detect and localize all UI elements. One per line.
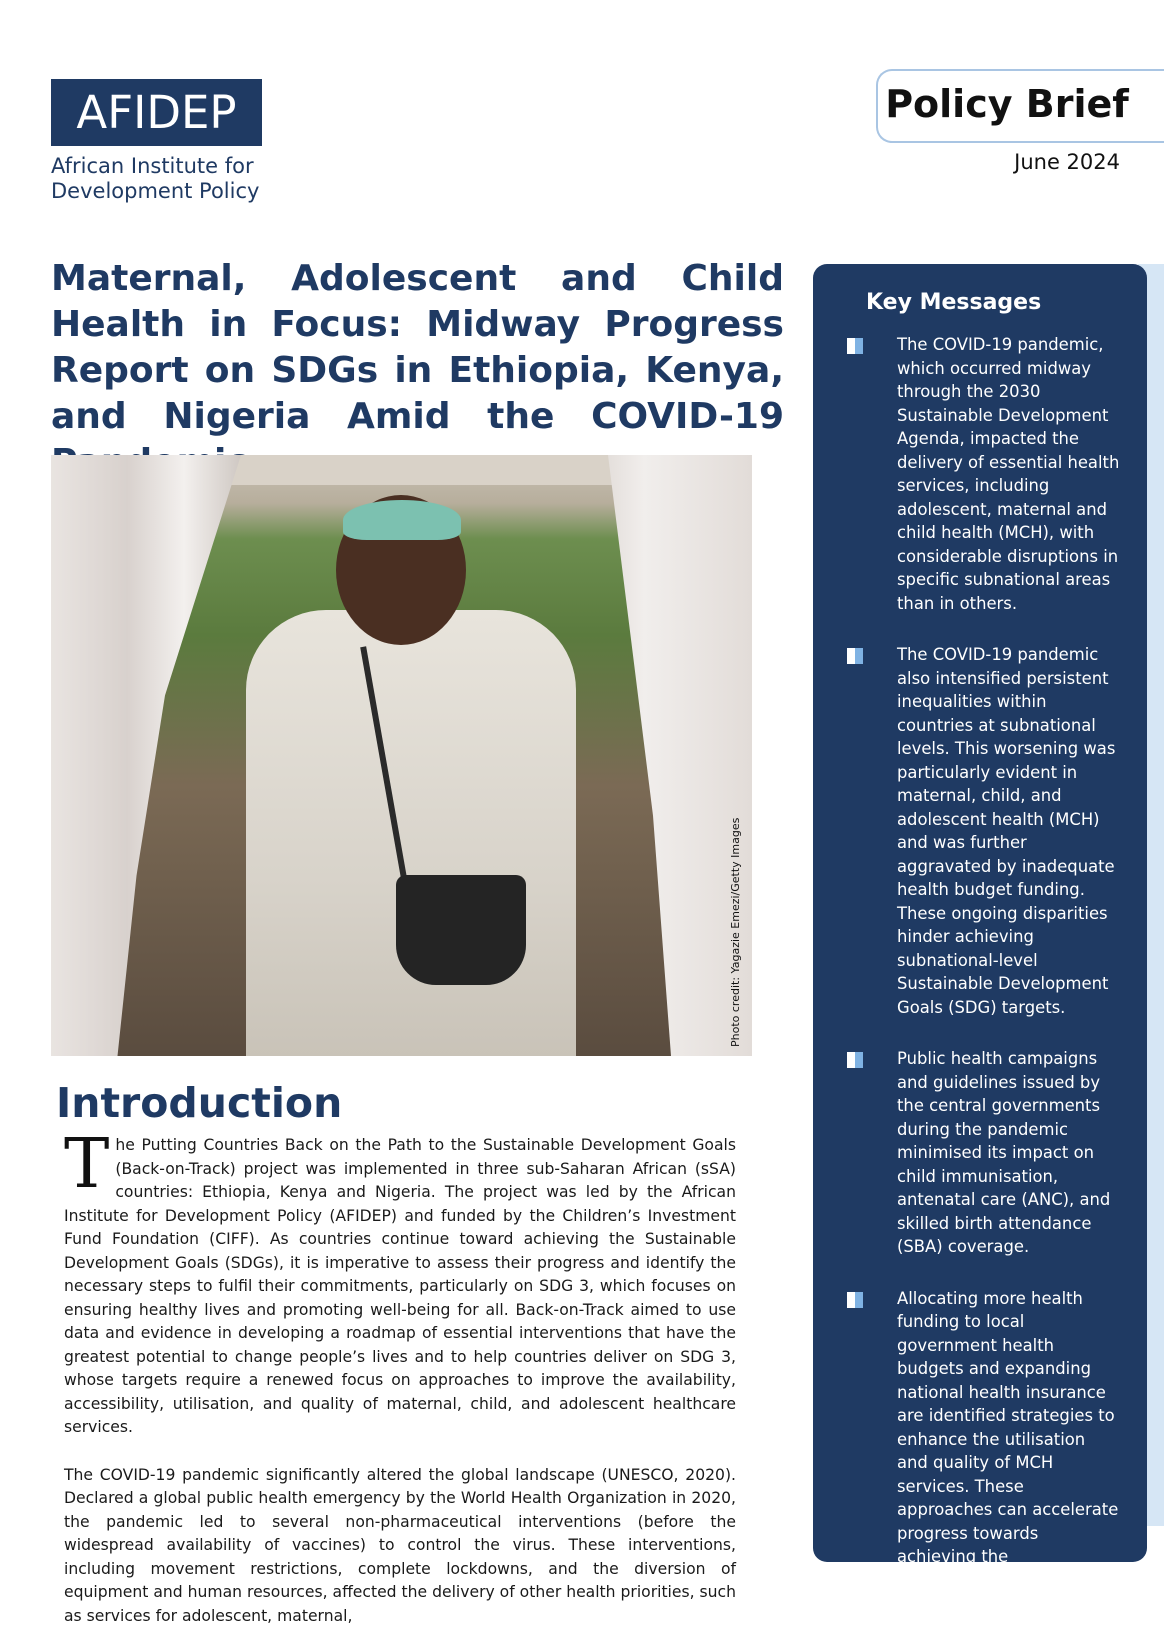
intro-paragraph-1-text: he Putting Countries Back on the Path to the Sustainable Development Goals (Back-on-Track) project was implemented in three sub-Saharan African (sSA) countries: Ethiopia, Kenya and Nigeria. The project was led by the African Institute for Development Policy (AFIDEP) and funded by the Children’s Investment Fund Foundation (CIFF). As countries continue toward achieving the Sustainable Development Goals (SDGs), it is imperative to assess their progress and identify the necessary steps to fulfil their commitments, particularly on SDG 3, which focuses on ensuring healthy lives and promoting well-being for all. Back-on-Track aimed to use data and evidence in developing a roadmap of essential interventions that have the greatest potential to change people’s lives and to help countries deliver on SDG 3, whose targets require a renewed focus on approaches to improve the availability, accessibility, utilisation, and quality of maternal, child, and adolescent healthcare services. [64, 1136, 736, 1436]
key-message-4-text: Allocating more health funding to local government health budgets and expanding national health insurance are identified strategies to enhance the utilisation and quality of MCH services. These approaches can accelerate progress towards achieving the corresponding Sustainable Development Goal (SDG) targets. [897, 1288, 1119, 1637]
key-message-4 [813, 1287, 1147, 1640]
key-message-3 [813, 1047, 1147, 1259]
logo-subtitle-line1: African Institute for [51, 154, 254, 178]
introduction-heading: Introduction [56, 1079, 343, 1127]
logo-subtitle [51, 154, 311, 204]
key-message-1 [813, 333, 1147, 615]
page-title: Maternal, Adolescent and Child Health in Focus: Midway Progress Report on SDGs in Ethiopia, Kenya, and Nigeria Amid the COVID-19 [51, 258, 784, 437]
bullet-icon [847, 1292, 863, 1308]
photo-curtain-left [51, 455, 241, 1056]
photo-credit: Photo credit: Yagazie Emezi/Getty Images [729, 817, 742, 1047]
photo-bag [396, 875, 526, 985]
logo-subtitle-line2: Development Policy [51, 179, 260, 203]
key-message-2 [813, 643, 1147, 1019]
photo-headband [343, 500, 461, 540]
publication-date: June 2024 [1014, 150, 1120, 174]
key-messages-panel [813, 264, 1147, 1637]
doc-type-label: Policy Brief [885, 82, 1129, 126]
photo-curtain-right [572, 455, 752, 1056]
introduction-body [64, 1125, 736, 1652]
photo-person-coat [246, 610, 576, 1056]
afidep-logo: AFIDEP [51, 79, 262, 146]
key-message-3-text: Public health campaigns and guidelines issued by the central governments during the pandemic minimised its impact on child immunisation, antenatal care (ANC), and skilled birth attendance (SBA) coverage. [897, 1049, 1111, 1256]
intro-paragraph-1 [64, 1125, 736, 1440]
intro-paragraph-2: The COVID-19 pandemic significantly altered the global landscape (UNESCO, 2020). Declared a global public health emergency by the World Health Organization in 2020, the pandemic led to several non-pharmaceutical interventions (before the widespread availability of vaccines) to control the virus. These interventions, including movement restrictions, complete lockdowns, and the diversion of equipment and human resources, affected the delivery of other health priorities, such as services for adolescent, maternal, [64, 1465, 736, 1625]
cover-photo [51, 455, 752, 1056]
bullet-icon [847, 338, 863, 354]
key-message-1-text: The COVID-19 pandemic, which occurred midway through the 2030 Sustainable Development Agenda, impacted the delivery of essential health services, including adolescent, maternal and child health (MCH), with considerable disruptions in specific subnational areas than in others. [897, 335, 1120, 613]
key-message-2-text: The COVID-19 pandemic also intensified persistent inequalities within countries at subnational levels. This worsening was particularly evident in maternal, child, and adolescent health (MCH) and was further aggravated by inadequate health budget funding. These ongoing disparities hinder achieving subnational-level Sustainable Development Goals (SDG) targets. [897, 645, 1116, 1017]
key-messages-heading: Key Messages [866, 290, 1042, 315]
drop-cap: T [64, 1125, 110, 1204]
bullet-icon [847, 648, 863, 664]
bullet-icon [847, 1052, 863, 1068]
